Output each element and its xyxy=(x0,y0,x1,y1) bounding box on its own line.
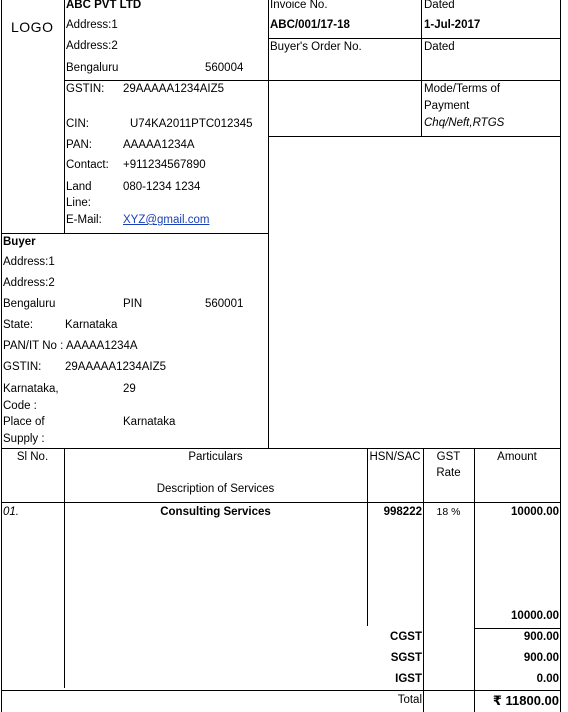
border-right xyxy=(560,0,561,712)
invoice-number: ABC/001/17-18 xyxy=(270,19,350,31)
header-particulars: Particulars xyxy=(188,451,243,463)
header-sl-no: Sl No. xyxy=(16,451,49,463)
logo: LOGO xyxy=(11,19,54,35)
divider-logo xyxy=(64,0,65,233)
seller-address-2: Address:2 xyxy=(66,40,118,52)
seller-email-link[interactable]: XYZ@gmail.com xyxy=(123,214,210,226)
row-amount: 10000.00 xyxy=(511,506,559,518)
seller-landline-label-1: Land xyxy=(66,181,92,193)
sgst-label: SGST xyxy=(390,652,422,664)
table-header-bottom xyxy=(1,502,560,503)
buyer-heading: Buyer xyxy=(3,236,36,248)
buyer-pos-label-2: Supply : xyxy=(3,433,45,445)
payment-label-1: Mode/Terms of xyxy=(424,83,501,95)
order-dated-label: Dated xyxy=(424,41,455,53)
seller-name: ABC PVT LTD xyxy=(66,0,142,11)
igst-amount: 0.00 xyxy=(536,673,559,685)
buyer-pan: AAAAA1234A xyxy=(66,340,138,352)
buyer-pin-label: PIN xyxy=(123,298,143,310)
seller-address-1: Address:1 xyxy=(66,19,118,31)
seller-gstin-label: GSTIN: xyxy=(66,83,105,95)
invoice-date: 1-Jul-2017 xyxy=(424,19,481,31)
buyer-state-label: State: xyxy=(3,319,34,331)
seller-pan: AAAAA1234A xyxy=(123,139,195,151)
divider-buyer-top xyxy=(1,233,268,234)
payment-label-2: Payment xyxy=(424,100,470,112)
cgst-label: CGST xyxy=(390,631,422,643)
invoice-number-label: Invoice No. xyxy=(270,0,328,11)
buyer-state: Karnataka xyxy=(65,319,118,331)
col-hsn xyxy=(423,448,424,712)
total-line xyxy=(1,690,560,691)
buyer-city: Bengaluru xyxy=(3,298,56,310)
cgst-amount: 900.00 xyxy=(523,631,559,643)
header-gst-rate-2: Rate xyxy=(436,467,461,479)
seller-landline-label-2: Line: xyxy=(66,197,91,209)
header-amount: Amount xyxy=(497,451,537,463)
buyer-address-2: Address:2 xyxy=(3,277,55,289)
buyer-gstin: 29AAAAA1234AIZ5 xyxy=(65,361,167,373)
seller-email-label: E-Mail: xyxy=(66,214,102,226)
divider-invoice-row3 xyxy=(268,136,560,137)
buyer-pan-label: PAN/IT No : xyxy=(3,340,64,352)
buyer-pos-label-1: Place of xyxy=(3,416,45,428)
buyer-state-code-label-2: Code : xyxy=(3,400,37,412)
buyer-state-code-label-1: Karnataka, xyxy=(3,383,59,395)
row-particulars: Consulting Services xyxy=(160,506,271,518)
seller-contact-label: Contact: xyxy=(66,159,109,171)
header-gst-rate-1: GST xyxy=(436,451,461,463)
igst-label: IGST xyxy=(395,673,422,685)
seller-contact: +911234567890 xyxy=(123,159,206,171)
divider-invoice-row2 xyxy=(268,80,560,81)
seller-pan-label: PAN: xyxy=(66,139,92,151)
seller-cin: U74KA2011PTC012345 xyxy=(130,118,253,130)
seller-gstin: 29AAAAA1234AIZ5 xyxy=(123,83,225,95)
col-particulars xyxy=(367,448,368,626)
row-hsn: 998222 xyxy=(383,506,422,518)
seller-city: Bengaluru xyxy=(66,62,119,74)
buyers-order-label: Buyer's Order No. xyxy=(270,41,362,53)
sgst-amount: 900.00 xyxy=(523,652,559,664)
buyer-state-code: 29 xyxy=(123,383,136,395)
table-top xyxy=(1,448,560,449)
seller-landline: 080-1234 1234 xyxy=(123,181,201,193)
border-left xyxy=(1,0,2,712)
header-description: Description of Services xyxy=(156,483,275,495)
buyer-address-1: Address:1 xyxy=(3,256,55,268)
seller-cin-label: CIN: xyxy=(66,118,89,130)
subtotal-line xyxy=(474,628,560,629)
divider-invoice-row1 xyxy=(268,38,560,39)
buyer-pin: 560001 xyxy=(205,298,244,310)
subtotal-amount: 10000.00 xyxy=(511,610,559,622)
buyer-gstin-label: GSTIN: xyxy=(3,361,42,373)
header-hsn: HSN/SAC xyxy=(369,451,421,463)
total-amount: ₹ 11800.00 xyxy=(492,693,559,708)
payment-terms: Chq/Neft,RTGS xyxy=(424,117,505,129)
divider-invoice-cols xyxy=(421,0,422,136)
divider-seller-gstin xyxy=(64,80,268,81)
seller-pincode: 560004 xyxy=(205,62,244,74)
invoice-dated-label: Dated xyxy=(424,0,455,11)
row-sl-no: 01. xyxy=(3,506,19,518)
row-gst-rate: 18 % xyxy=(436,506,461,518)
total-label: Total xyxy=(397,694,422,706)
divider-seller xyxy=(268,0,269,448)
buyer-place-of-supply: Karnataka xyxy=(123,416,176,428)
